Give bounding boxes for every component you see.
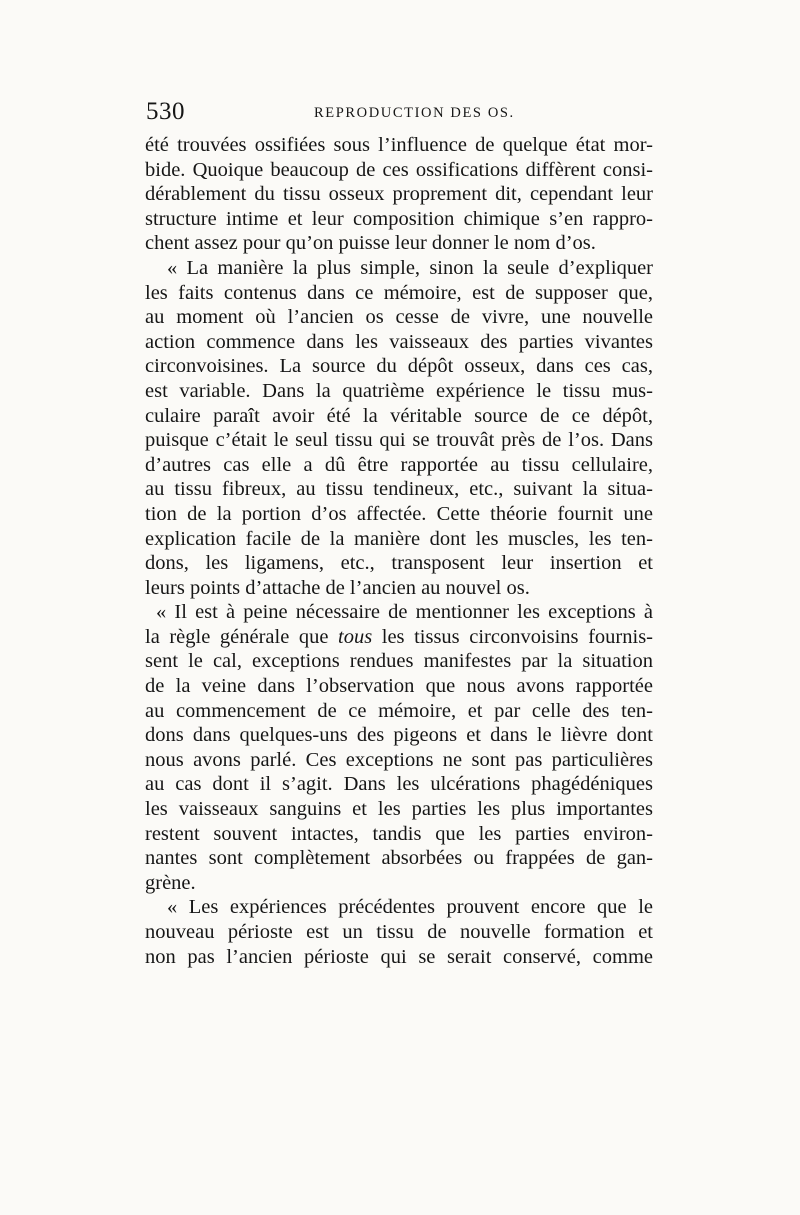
paragraph-start-line: « La manière la plus simple, sinon la seule d’expliquer: [167, 256, 653, 279]
text-line: chent assez pour qu’on puisse leur donner le nom d’os.: [145, 232, 596, 255]
text-line: nouveau périoste est un tissu de nouvelle formation et: [145, 921, 653, 943]
page-number: 530: [146, 98, 185, 125]
text-line: leurs points d’attache de l’ancien au nouvel os.: [145, 576, 530, 599]
text-line: restent souvent intactes, tandis que les parties environ-: [145, 822, 653, 845]
text-segment: la règle générale que: [145, 625, 339, 648]
text-line: été trouvées ossifiées sous l’influence de quelque état mor-: [145, 134, 653, 156]
text-line: au commencement de ce mémoire, et par celle des ten-: [145, 699, 653, 722]
text-line: culaire paraît avoir été la véritable source de ce dépôt,: [145, 404, 653, 427]
text-line: dons, les ligamens, etc., transposent leur insertion et: [145, 552, 653, 575]
text-line: circonvoisines. La source du dépôt osseux, dans ces cas,: [145, 355, 653, 378]
text-line: nous avons parlé. Ces exceptions ne sont pas particulières: [145, 748, 653, 771]
text-line: bide. Quoique beaucoup de ces ossifications diffèrent consi-: [145, 158, 653, 181]
italic-word: tous: [338, 625, 373, 648]
text-line: tion de la portion d’os affectée. Cette théorie fournit une: [145, 502, 653, 525]
text-line: d’autres cas elle a dû être rapportée au tissu cellulaire,: [145, 453, 653, 476]
text-line: explication facile de la manière dont les muscles, les ten-: [145, 527, 653, 550]
paragraph-start-line: « Il est à peine nécessaire de mentionner les exceptions à: [156, 601, 653, 624]
text-line: les vaisseaux sanguins et les parties les plus importantes: [145, 798, 653, 821]
text-line: au tissu fibreux, au tissu tendineux, etc., suivant la situa-: [145, 478, 653, 501]
text-line: grène.: [145, 871, 196, 894]
text-line-with-italic: [145, 625, 653, 650]
text-line: non pas l’ancien périoste qui se serait conservé, comme: [145, 945, 653, 968]
body-text: [145, 133, 653, 969]
text-line: puisque c’était le seul tissu qui se trouvât près de l’os. Dans: [145, 429, 653, 452]
paragraph-start-line: « Les expériences précédentes prouvent encore que le: [167, 896, 653, 919]
text-segment: les tissus circonvoisins fournis-: [372, 625, 653, 648]
text-line: au cas dont il s’agit. Dans les ulcérations phagédéniques: [145, 773, 653, 796]
running-head: REPRODUCTION DES OS.: [314, 105, 515, 121]
text-line: au moment où l’ancien os cesse de vivre, une nouvelle: [145, 306, 653, 329]
page-header: [146, 98, 651, 128]
text-line: structure intime et leur composition chimique s’en rappro-: [145, 207, 653, 230]
text-line: nantes sont complètement absorbées ou frappées de gan-: [145, 847, 653, 870]
text-line: est variable. Dans la quatrième expérience le tissu mus-: [145, 379, 653, 402]
text-line: action commence dans les vaisseaux des parties vivantes: [145, 330, 653, 353]
text-line: les faits contenus dans ce mémoire, est de supposer que,: [145, 281, 653, 304]
text-line: de la veine dans l’observation que nous avons rapportée: [145, 675, 653, 698]
text-line: sent le cal, exceptions rendues manifestes par la situation: [145, 650, 653, 673]
text-line: dons dans quelques-uns des pigeons et dans le lièvre dont: [145, 724, 653, 747]
text-line: dérablement du tissu osseux proprement dit, cependant leur: [145, 183, 653, 206]
